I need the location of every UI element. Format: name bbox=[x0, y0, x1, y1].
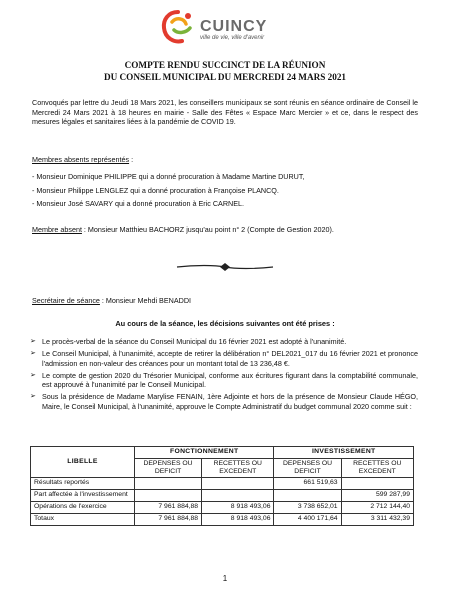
title-line-1: COMPTE RENDU SUCCINCT DE LA RÉUNION bbox=[124, 60, 326, 70]
budget-table bbox=[30, 446, 414, 526]
cell-f-recettes bbox=[202, 490, 274, 502]
decision-item bbox=[30, 349, 418, 368]
list-item: - Monsieur Philippe LENGLEZ qui a donné procuration à Françoise PLANCQ. bbox=[32, 185, 279, 195]
column-header-i-depenses: DEPENSES OU DEFICIT bbox=[274, 458, 341, 477]
logo-name: CUINCY bbox=[200, 18, 268, 35]
session-secretary bbox=[32, 296, 418, 306]
represented-members-heading bbox=[32, 155, 418, 165]
decisions-title: Au cours de la séance, les décisions suivantes ont été prises : bbox=[115, 319, 335, 328]
cell-f-recettes bbox=[202, 478, 274, 490]
cell-i-depenses: 4 400 171,64 bbox=[274, 514, 341, 526]
column-group-investissement: INVESTISSEMENT bbox=[274, 447, 414, 459]
table-row bbox=[31, 490, 414, 502]
row-label: Totaux bbox=[31, 514, 135, 526]
decisions-list bbox=[30, 337, 418, 414]
arrow-bullet-icon: ➢ bbox=[30, 393, 36, 401]
represented-members-title: Membres absents représentés bbox=[32, 155, 130, 164]
arrow-bullet-icon: ➢ bbox=[30, 338, 36, 345]
decision-item bbox=[30, 392, 418, 411]
secretary-text: : Monsieur Mehdi BENADDI bbox=[99, 296, 192, 305]
decision-item bbox=[30, 337, 418, 347]
cell-i-recettes: 599 287,99 bbox=[341, 490, 413, 502]
column-header-i-recettes: RECETTES OU EXCEDENT bbox=[341, 458, 413, 477]
cell-f-depenses: 7 961 884,88 bbox=[135, 502, 202, 514]
column-header-libelle: LIBELLE bbox=[31, 447, 135, 478]
cell-f-recettes: 8 918 493,06 bbox=[202, 514, 274, 526]
absent-member bbox=[32, 225, 418, 235]
decision-text: Le Conseil Municipal, à l'unanimité, accepte de retirer la délibération n° DEL2021_017 du 16 février 2021 et prononce l'admission en non-valeur des créances pour un montant total de 13 236,48 €. bbox=[42, 349, 418, 368]
cell-f-depenses: 7 961 884,88 bbox=[135, 514, 202, 526]
row-label: Opérations de l'exercice bbox=[31, 502, 135, 514]
cell-f-depenses bbox=[135, 490, 202, 502]
row-label: Résultats reportés bbox=[31, 478, 135, 490]
cell-f-recettes: 8 918 493,06 bbox=[202, 502, 274, 514]
logo-tagline: ville de vie, ville d'avenir bbox=[200, 35, 265, 41]
absent-member-label: Membre absent bbox=[32, 225, 82, 234]
table-row bbox=[31, 502, 414, 514]
cell-i-recettes: 2 712 144,40 bbox=[341, 502, 413, 514]
represented-members-colon: : bbox=[129, 155, 134, 164]
title-line-2: DU CONSEIL MUNICIPAL DU MERCREDI 24 MARS 2021 bbox=[103, 71, 347, 82]
decision-item bbox=[30, 371, 418, 390]
document-title bbox=[60, 60, 390, 83]
arrow-bullet-icon: ➢ bbox=[30, 371, 36, 379]
cell-i-depenses: 3 738 652,01 bbox=[274, 502, 341, 514]
cell-f-depenses bbox=[135, 478, 202, 490]
represented-members-list bbox=[32, 172, 418, 213]
decision-text: Le compte de gestion 2020 du Trésorier Municipal, conforme aux écritures figurant dans la comptabilité communale, est approuvé à l'unanimité par le Conseil Municipal. bbox=[42, 370, 418, 390]
secretary-label: Secrétaire de séance bbox=[32, 296, 100, 305]
list-item: - Monsieur José SAVARY qui a donné procuration à Eric CARNEL. bbox=[32, 199, 245, 208]
table-row bbox=[31, 478, 414, 490]
page-number: 1 bbox=[222, 574, 228, 583]
cell-i-depenses bbox=[274, 490, 341, 502]
column-group-fonctionnement: FONCTIONNEMENT bbox=[135, 447, 274, 459]
list-item: - Monsieur Dominique PHILIPPE qui a donné procuration à Madame Martine DURUT, bbox=[32, 172, 305, 181]
column-header-f-depenses: DEPENSES OU DEFICIT bbox=[135, 458, 202, 477]
cuincy-logo-icon bbox=[160, 8, 196, 46]
cell-i-recettes bbox=[341, 478, 413, 490]
cell-i-depenses: 661 519,63 bbox=[274, 478, 341, 490]
cuincy-logo bbox=[160, 8, 310, 52]
row-label: Part affectée à l'investissement bbox=[31, 490, 135, 502]
absent-member-text: : Monsieur Matthieu BACHORZ jusqu'au point n° 2 (Compte de Gestion 2020). bbox=[81, 225, 334, 234]
intro-paragraph: Convoqués par lettre du Jeudi 18 Mars 2021, les conseillers municipaux se sont réunis en séance ordinaire de Conseil le Mercredi 24 Mars 2021 à 18 heures en mairie - Salle des Fêtes « Espace Marc Mercier » et ce, dans le respect des mesures légales et sanitaires liées à la pandémie de COVID 19. bbox=[32, 98, 418, 126]
table-row bbox=[31, 514, 414, 526]
decision-text: Le procès-verbal de la séance du Conseil Municipal du 16 février 2021 est adopté à l'unanimité. bbox=[42, 337, 347, 346]
divider-ornament bbox=[175, 262, 275, 272]
decision-text: Sous la présidence de Madame Marylise FENAIN, 1ère Adjointe et hors de la présence de Monsieur Claude HÉGO, Maire, le Conseil Municipal, à l'unanimité, approuve le Compte Administratif du budget communal 2020 comme suit : bbox=[42, 392, 418, 411]
column-header-f-recettes: RECETTES OU EXCEDENT bbox=[202, 458, 274, 477]
table-header-row bbox=[31, 447, 414, 459]
cell-i-recettes: 3 311 432,39 bbox=[341, 514, 413, 526]
arrow-bullet-icon: ➢ bbox=[30, 350, 36, 358]
